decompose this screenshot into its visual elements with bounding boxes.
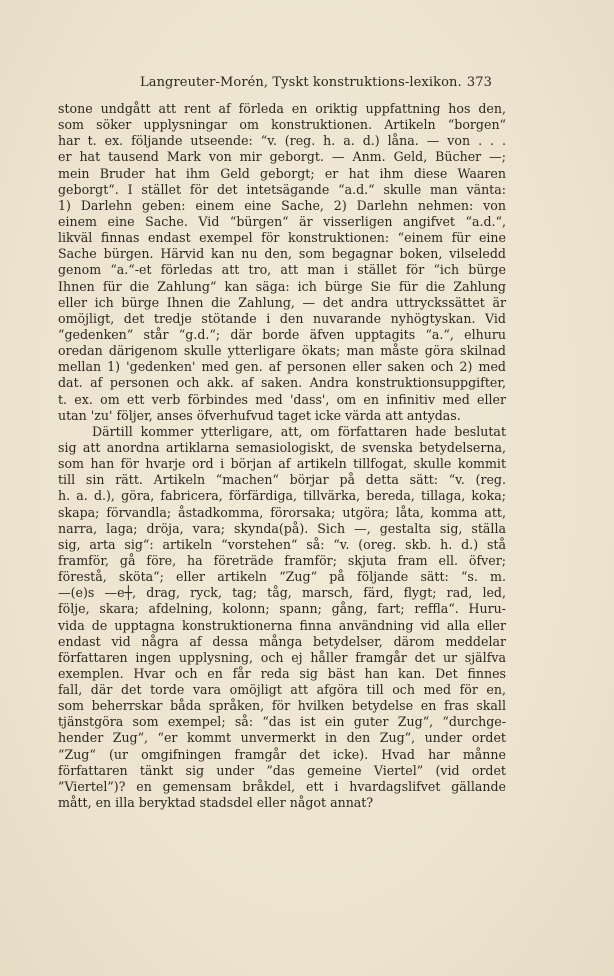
text-line: författaren ingen upplysning, och ej håller framgår det ur själfva <box>58 649 506 665</box>
text-line: er hat tausend Mark von mir geborgt. — Anm. Geld, Bücher —; <box>58 149 506 165</box>
text-line: geborgt“. I stället för det intetsägande “a.d.“ skulle man vänta: <box>58 181 506 197</box>
text-line: genom “a.“-et förledas att tro, att man i stället för “ich bürge <box>58 262 506 278</box>
text-line: har t. ex. följande utseende: “v. (reg. h. a. d.) låna. — von . . . <box>58 133 506 149</box>
text-line: dat. af personen och akk. af saken. Andra konstruktionsuppgifter, <box>58 375 506 391</box>
text-line: som han för hvarje ord i början af artikeln tillfogat, skulle kommit <box>58 456 506 472</box>
text-line: 1) Darlehn geben: einem eine Sache, 2) Darlehn nehmen: von <box>58 197 506 213</box>
text-line: fall, där det torde vara omöjligt att afgöra till och med för en, <box>58 682 506 698</box>
text-line: framför, gå före, ha företräde framför; skjuta fram ell. öfver; <box>58 552 506 568</box>
text-line: som beherrskar båda språken, för hvilken betydelse en fras skall <box>58 698 506 714</box>
text-line: tjänstgöra som exempel; så: “das ist ein guter Zug“, “durchge- <box>58 714 506 730</box>
text-line: likväl finnas endast exempel för konstruktionen: “einem für eine <box>58 230 506 246</box>
text-line: författaren tänkt sig under ”das gemeine Viertel” (vid ordet <box>58 762 506 778</box>
text-line: “Zug“ (ur omgifningen framgår det icke). Hvad har månne <box>58 746 506 762</box>
text-line: som söker upplysningar om konstruktionen. Artikeln “borgen“ <box>58 117 506 133</box>
text-line: skapa; förvandla; åstadkomma, förorsaka; utgöra; låta, komma att, <box>58 504 506 520</box>
text-line: endast vid några af dessa många betydelser, därom meddelar <box>58 633 506 649</box>
text-line: Ihnen für die Zahlung“ kan säga: ich bürge Sie für die Zahlung <box>58 278 506 294</box>
text-line: omöjligt, det tredje stötande i den nuvarande nyhögtyskan. Vid <box>58 310 506 326</box>
text-line: einem eine Sache. Vid “bürgen“ är visserligen angifvet “a.d.“, <box>58 213 506 229</box>
text-line: följe, skara; afdelning, kolonn; spann; gång, fart; reffla“. Huru- <box>58 601 506 617</box>
text-line: Sache bürgen. Härvid kan nu den, som begagnar boken, vilseledd <box>58 246 506 262</box>
text-line: h. a. d.), göra, fabricera, förfärdiga, tillvärka, bereda, tillaga, koka; <box>58 488 506 504</box>
text-line: “gedenken“ står “g.d.“; där borde äfven upptagits “a.“, elhuru <box>58 326 506 342</box>
body-text <box>58 101 506 811</box>
text-line: mellan 1) 'gedenken' med gen. af personen eller saken och 2) med <box>58 359 506 375</box>
text-line: eller ich bürge Ihnen die Zahlung, — det andra uttryckssättet är <box>58 294 506 310</box>
text-line: mein Bruder hat ihm Geld geborgt; er hat ihm diese Waaren <box>58 165 506 181</box>
text-line: —(e)s —e┼, drag, ryck, tag; tåg, marsch, färd, flygt; rad, led, <box>58 585 506 601</box>
text-line: vida de upptagna konstruktionerna finna användning vid alla eller <box>58 617 506 633</box>
running-title: Langreuter-Morén, Tyskt konstruktions-lexikon. <box>140 75 462 90</box>
text-line: t. ex. om ett verb förbindes med 'dass', om en infinitiv med eller <box>58 391 506 407</box>
text-line: sig, arta sig“: artikeln “vorstehen“ så: “v. (oreg. skb. h. d.) stå <box>58 536 506 552</box>
text-line: narra, laga; dröja, vara; skynda(på). Sich —, gestalta sig, ställa <box>58 520 506 536</box>
text-line: sig att anordna artiklarna semasiologiskt, de svenska betydelserna, <box>58 439 506 455</box>
page-number: 373 <box>466 75 492 90</box>
text-line: förestå, sköta“; eller artikeln “Zug“ på följande sätt: “s. m. <box>58 569 506 585</box>
text-line: utan 'zu' följer, anses öfverhufvud taget icke värda att antydas. <box>58 407 461 423</box>
text-line: ”Viertel”)? en gemensam bråkdel, ett i hvardagslifvet gällande <box>58 778 506 794</box>
text-line: oredan därigenom skulle ytterligare ökats; man måste göra skilnad <box>58 343 506 359</box>
text-line: Därtill kommer ytterligare, att, om författaren hade beslutat <box>92 423 506 439</box>
text-line: hender Zug“, “er kommt unvermerkt in den Zug“, under ordet <box>58 730 506 746</box>
text-line: exemplen. Hvar och en får reda sig bäst han kan. Det finnes <box>58 665 506 681</box>
text-line: till sin rätt. Artikeln “machen“ börjar på detta sätt: “v. (reg. <box>58 472 506 488</box>
text-line: stone undgått att rent af förleda en oriktig uppfattning hos den, <box>58 101 506 116</box>
text-line: mått, en illa beryktad stadsdel eller något annat? <box>58 795 374 811</box>
